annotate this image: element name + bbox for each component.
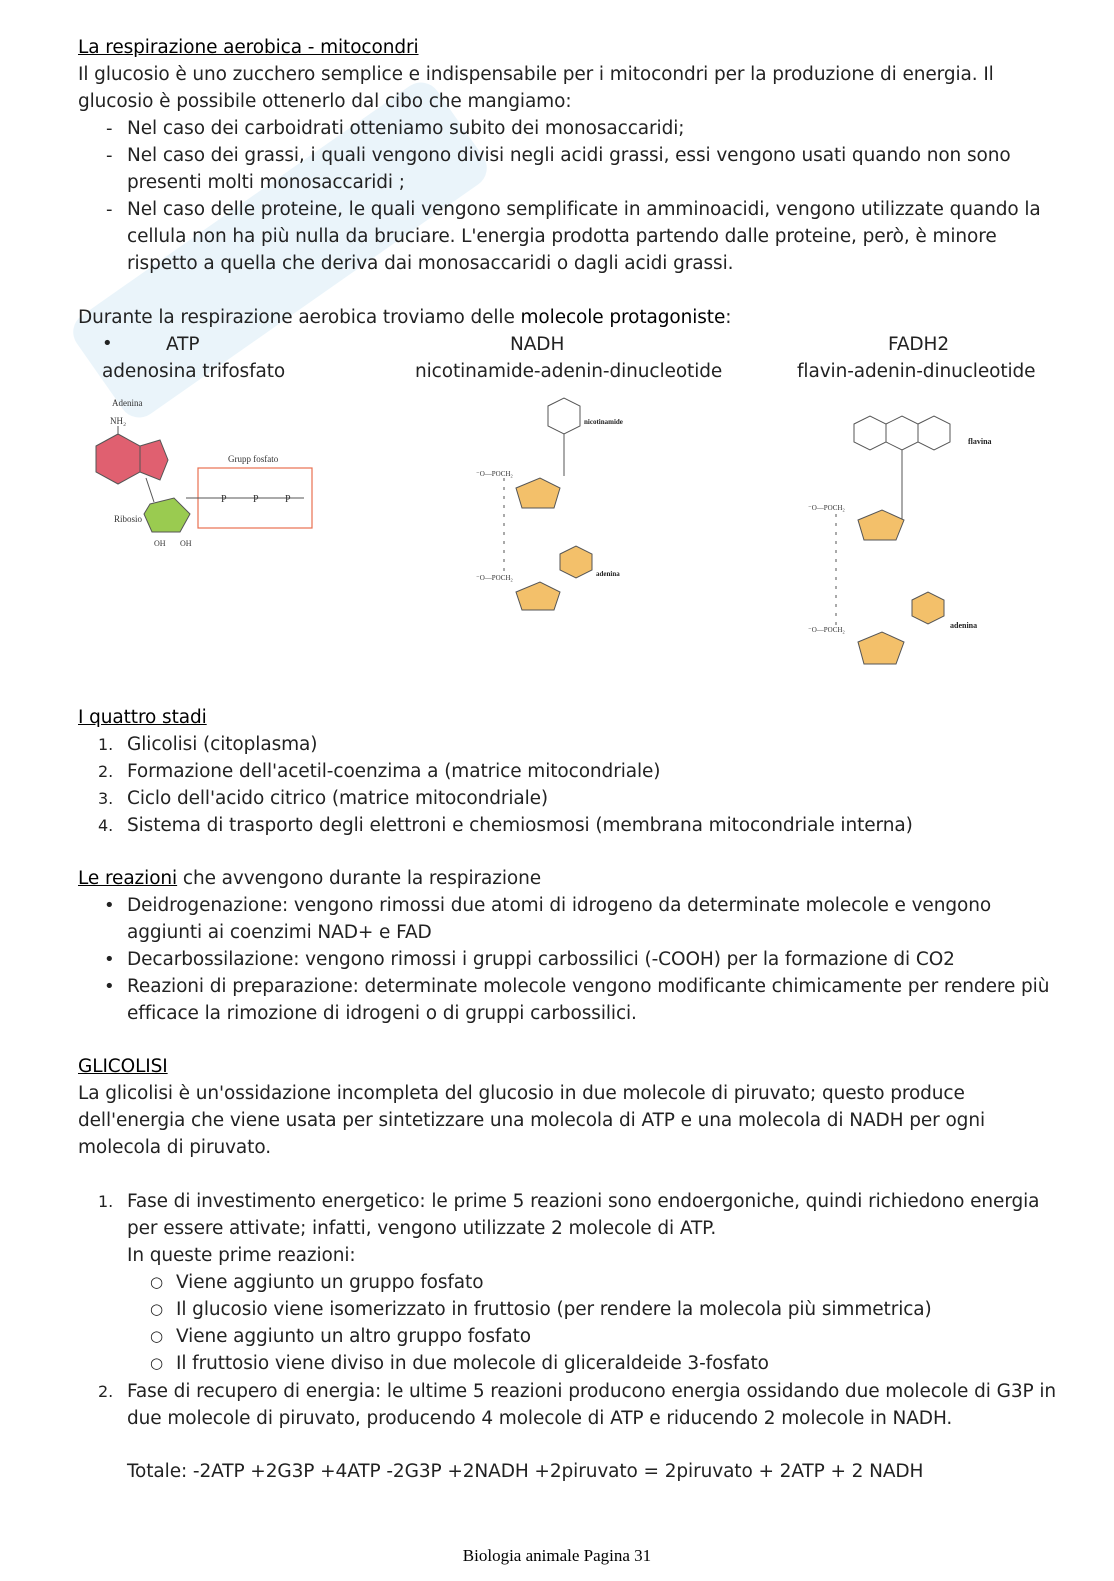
dot-bullet: • (104, 976, 115, 997)
molecules-lead-end: : (725, 307, 732, 328)
dot-bullet: • (104, 895, 115, 916)
molecules-lead-bold: molecole protagoniste (520, 307, 726, 328)
nadh-name: NADH (510, 334, 565, 355)
section-title-glicolisi: GLICOLISI (78, 1056, 168, 1077)
reactions-heading-rest: che avvengono durante la respirazione (177, 868, 542, 889)
number-4: 4. (98, 816, 114, 835)
number-1: 1. (98, 735, 114, 754)
number-2: 2. (98, 762, 114, 781)
stage-item: Glicolisi (citoplasma) (127, 734, 318, 755)
fadh2-label-poch2-bottom: ⁻O—POCH₂ (808, 626, 845, 634)
reaction-item-continued: aggiunti ai coenzimi NAD+ e FAD (127, 922, 432, 943)
sub-item: Il glucosio viene isomerizzato in fruttosio (per rendere la molecola più simmetrica) (176, 1299, 932, 1320)
ribose-ring (144, 498, 190, 532)
molecules-lead (78, 304, 731, 331)
nadh-sugar-top (516, 478, 560, 508)
glicolisi-para-line: dell'energia che viene usata per sintetizzare una molecola di ATP e una molecola di NADH per ogni (78, 1110, 985, 1131)
atp-label-ribosio: Ribosio (114, 514, 143, 524)
molecules-lead-text: Durante la respirazione aerobica troviamo delle (78, 307, 521, 328)
atp-name: ATP (166, 334, 200, 355)
stage-item: Ciclo dell'acido citrico (matrice mitocondriale) (127, 788, 549, 809)
circle-bullet: ○ (150, 1354, 164, 1372)
reaction-item-continued: efficace la rimozione di idrogeni o di gruppi carbossilici. (127, 1003, 637, 1024)
phase2-line: due molecole di piruvato, producendo 4 molecole di ATP e riducendo 2 molecole in NADH. (127, 1408, 953, 1429)
list-item-continued: cellula non ha più nulla da bruciare. L'energia prodotta partendo dalle proteine, però, è minore (127, 226, 997, 247)
dot-bullet: • (104, 949, 115, 970)
atp-label-oh-1: OH (154, 539, 166, 548)
phase1-line: In queste prime reazioni: (127, 1245, 356, 1266)
list-item: Nel caso dei grassi, i quali vengono divisi negli acidi grassi, essi vengono usati quando non sono (127, 145, 1011, 166)
adenine-ring (96, 434, 140, 484)
fadh2-name: FADH2 (888, 334, 950, 355)
intro-line-2: glucosio è possibile ottenerlo dal cibo che mangiamo: (78, 91, 572, 112)
stage-item: Sistema di trasporto degli elettroni e chemiosmosi (membrana mitocondriale interna) (127, 815, 913, 836)
section-title-respirazione: La respirazione aerobica - mitocondri (78, 37, 419, 58)
sub-item: Il fruttosio viene diviso in due molecole di gliceraldeide 3-fosfato (176, 1353, 769, 1374)
nadh-full-name: nicotinamide-adenin-dinucleotide (415, 361, 723, 382)
atp-structure-diagram (84, 394, 316, 554)
atp-full-name: adenosina trifosfato (102, 361, 286, 382)
reaction-item: Reazioni di preparazione: determinate molecole vengono modificante chimicamente per rendere più (127, 976, 1050, 997)
flavin-ring-3 (918, 416, 950, 450)
nadh-label-poch2-top: ⁻O—POCH₂ (476, 470, 513, 478)
dash-bullet: - (106, 145, 113, 166)
phosphate-p3: P (285, 494, 291, 505)
fadh2-adenine-ring (912, 592, 944, 624)
nicotinamide-ring (548, 398, 580, 434)
fadh2-label-adenina: adenina (950, 621, 978, 630)
list-item-continued: presenti molti monosaccaridi ; (127, 172, 405, 193)
reaction-item: Deidrogenazione: vengono rimossi due atomi di idrogeno da determinate molecole e vengono (127, 895, 992, 916)
number-1: 1. (98, 1192, 114, 1211)
nadh-label-poch2-bottom: ⁻O—POCH₂ (476, 574, 513, 582)
phosphate-p2: P (253, 494, 259, 505)
dot-bullet: • (102, 333, 113, 354)
adenine-ring-5 (140, 440, 168, 480)
atp-label-gruppo-fosfato: Grupp fosfato (228, 454, 279, 464)
phase1-line: per essere attivate; infatti, vengono utilizzate 2 molecole di ATP. (127, 1218, 717, 1239)
nadh-sugar-bottom (516, 582, 560, 610)
atp-label-oh-2: OH (180, 539, 192, 548)
section-title-reazioni: Le reazioni (78, 868, 178, 889)
dash-bullet: - (106, 118, 113, 139)
glicolisi-para-line: La glicolisi è un'ossidazione incompleta del glucosio in due molecole di piruvato; questo produce (78, 1083, 965, 1104)
atp-label-nh2: NH₂ (110, 416, 127, 426)
flavin-ring-2 (886, 416, 918, 450)
list-item: Nel caso delle proteine, le quali vengono semplificate in amminoacidi, vengono utilizzate quando la (127, 199, 1041, 220)
sub-item: Viene aggiunto un gruppo fosfato (176, 1272, 484, 1293)
dash-bullet: - (106, 199, 113, 220)
atp-label-adenina: Adenina (112, 398, 143, 408)
flavin-ring-1 (854, 416, 886, 450)
section-title-stadi: I quattro stadi (78, 707, 207, 728)
glicolisi-para-line: molecola di piruvato. (78, 1137, 271, 1158)
intro-line-1: Il glucosio è uno zucchero semplice e indispensabile per i mitocondri per la produzione di energia. Il (78, 64, 994, 85)
reactions-heading-line (78, 865, 541, 892)
fadh2-structure-diagram (808, 402, 1028, 686)
fadh2-label-poch2-top: ⁻O—POCH₂ (808, 504, 845, 512)
number-3: 3. (98, 789, 114, 808)
circle-bullet: ○ (150, 1327, 164, 1345)
number-2: 2. (98, 1382, 114, 1401)
reaction-item: Decarbossilazione: vengono rimossi i gruppi carbossilici (-COOH) per la formazione di CO2 (127, 949, 955, 970)
fadh2-full-name: flavin-adenin-dinucleotide (797, 361, 1036, 382)
fadh2-sugar-bottom (858, 632, 904, 664)
list-item-continued: rispetto a quella che deriva dai monosaccaridi o dagli acidi grassi. (127, 253, 734, 274)
nadh-adenine-ring (560, 546, 592, 578)
phosphate-p1: P (221, 494, 227, 505)
fadh2-sugar-top (858, 510, 904, 540)
phase1-line: Fase di investimento energetico: le prime 5 reazioni sono endoergoniche, quindi richiedono energia (127, 1191, 1040, 1212)
circle-bullet: ○ (150, 1300, 164, 1318)
circle-bullet: ○ (150, 1273, 164, 1291)
page-footer: Biologia animale Pagina 31 (462, 1546, 652, 1565)
fadh2-label-flavina: flavina (968, 437, 992, 446)
sub-item: Viene aggiunto un altro gruppo fosfato (176, 1326, 531, 1347)
nadh-structure-diagram (476, 384, 646, 624)
nadh-label-adenina: adenina (596, 570, 620, 578)
totale-equation: Totale: -2ATP +2G3P +4ATP -2G3P +2NADH +2piruvato = 2piruvato + 2ATP + 2 NADH (127, 1461, 924, 1482)
stage-item: Formazione dell'acetil-coenzima a (matrice mitocondriale) (127, 761, 661, 782)
list-item: Nel caso dei carboidrati otteniamo subito dei monosaccaridi; (127, 118, 685, 139)
nadh-label-nicotinamide: nicotinamide (584, 418, 623, 426)
phase2-line: Fase di recupero di energia: le ultime 5 reazioni producono energia ossidando due molecole di G3P in (127, 1381, 1056, 1402)
